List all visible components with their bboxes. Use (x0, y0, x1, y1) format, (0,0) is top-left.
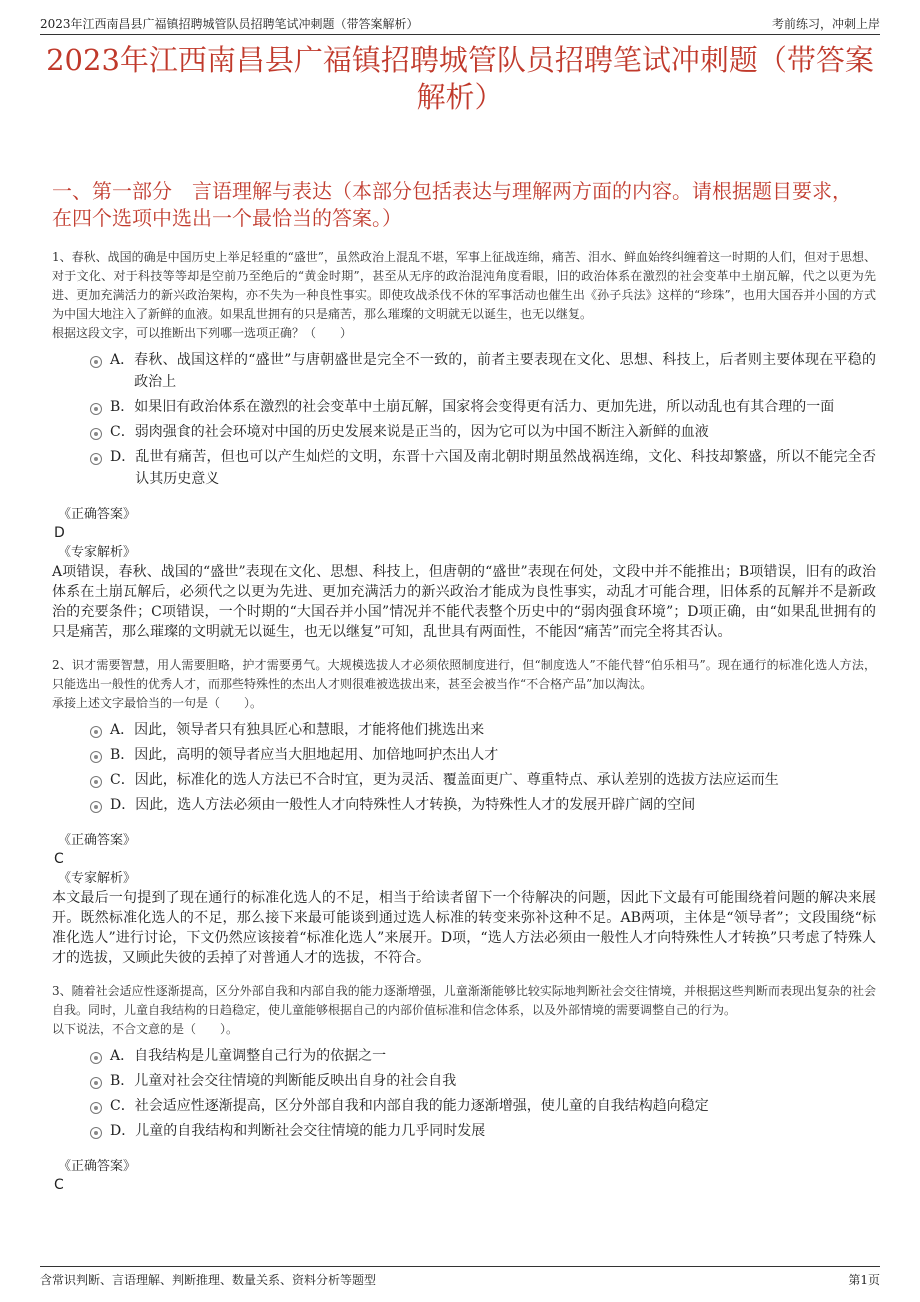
option-letter: D． (110, 797, 136, 813)
option-text: 弱肉强食的社会环境对中国的历史发展来说是正当的，因为它可以为中国不断注入新鲜的血液 (134, 424, 709, 440)
header-slogan: 考前练习，冲刺上岸 (771, 17, 880, 31)
option-c[interactable] (90, 421, 876, 443)
option-text: 儿童对社会交往情境的判断能反映出自身的社会自我 (134, 1073, 457, 1089)
question-stem: 3、随着社会适应性逐渐提高，区分外部自我和内部自我的能力逐渐增强，儿童渐渐能够比较实际地判断社会交往情境，并根据这些判断而表现出复杂的社会自我。同时，儿童自我结构的日趋稳定，使儿童能够根据自己的内部价值标准和信念体系，以及外部情境的需要调整自己的行为。 (52, 984, 876, 1017)
question-1 (52, 248, 876, 642)
option-c[interactable] (90, 1095, 876, 1117)
answer-block (52, 1158, 876, 1194)
option-list (90, 1045, 876, 1142)
question-3 (52, 982, 876, 1194)
option-text: 自我结构是儿童调整自己行为的依据之一 (134, 1048, 387, 1064)
answer-value: C (54, 1177, 64, 1193)
option-letter: D． (110, 449, 136, 465)
answer-block (52, 506, 876, 642)
question-2 (52, 656, 876, 968)
option-text: 因此，选人方法必须由一般性人才向特殊性人才转换，为特殊性人才的发展开辟广阔的空间 (135, 797, 696, 813)
option-b[interactable] (90, 744, 876, 766)
option-text: 因此，领导者只有独具匠心和慧眼，才能将他们挑选出来 (134, 722, 485, 738)
answer-block (52, 832, 876, 968)
answer-value: C (54, 851, 64, 867)
option-letter: B． (110, 399, 135, 415)
radio-button-icon[interactable] (90, 1052, 102, 1064)
section-heading: 一、第一部分 言语理解与表达（本部分包括表达与理解两方面的内容。请根据题目要求，在四个选项中选出一个最恰当的答案。） (52, 179, 852, 230)
radio-button-icon[interactable] (90, 1127, 102, 1139)
question-stem: 2、识才需要智慧，用人需要胆略，护才需要勇气。大规模选拔人才必须依照制度进行，但“制度选人”不能代替“伯乐相马”。现在通行的标准化选人方法，只能选出一般性的优秀人才，而那些特殊性的杰出人才则很难被选拔出来，甚至会被当作“不合格产品”加以淘汰。 (52, 658, 876, 691)
option-text: 乱世有痛苦，但也可以产生灿烂的文明，东晋十六国及南北朝时期虽然战祸连绵，文化、科技却繁盛，所以不能完全否认其历史意义 (135, 449, 876, 487)
answer-label: 《正确答案》 (58, 507, 137, 522)
option-text: 因此，高明的领导者应当大胆地起用、加倍地呵护杰出人才 (134, 747, 499, 763)
analysis-text: A项错误，春秋、战国的“盛世”表现在文化、思想、科技上，但唐朝的“盛世”表现在何处，文段中并不能推出；B项错误，旧有的政治体系在土崩瓦解后，必须代之以更为先进、更加充满活力的新兴政治才能成为良性事实，动乱才可能合理，旧体系的瓦解并不是新政治的充要条件；C项错误，一个时期的“大国吞并小国”情况并不能代表整个历史中的“弱肉强食环境”；D项正确，由“如果乱世拥有的只是痛苦，那么璀璨的文明就无以诞生，也无以继复”可知，乱世具有两面性，不能因“痛苦”而完全将其否认。 (52, 564, 876, 640)
option-letter: D． (110, 1123, 136, 1139)
answer-label: 《正确答案》 (58, 1159, 137, 1174)
radio-button-icon[interactable] (90, 726, 102, 738)
option-letter: C． (110, 424, 135, 440)
radio-button-icon[interactable] (90, 1077, 102, 1089)
question-prompt: 以下说法，不合文意的是（ ）。 (52, 1022, 239, 1036)
option-letter: A． (110, 352, 135, 368)
option-d[interactable] (90, 1120, 876, 1142)
radio-button-icon[interactable] (90, 1102, 102, 1114)
option-d[interactable] (90, 446, 876, 490)
radio-button-icon[interactable] (90, 751, 102, 763)
option-a[interactable] (90, 1045, 876, 1067)
question-prompt: 承接上述文字最恰当的一句是（ ）。 (52, 696, 263, 710)
running-header (40, 10, 880, 35)
analysis-label: 《专家解析》 (58, 545, 137, 560)
page-suffix: 页 (867, 1273, 880, 1287)
option-text: 如果旧有政治体系在激烈的社会变革中土崩瓦解，国家将会变得更有活力、更加先进，所以动乱也有其合理的一面 (134, 399, 835, 415)
analysis-label: 《专家解析》 (58, 871, 137, 886)
option-b[interactable] (90, 1070, 876, 1092)
page-title: 2023年江西南昌县广福镇招聘城管队员招聘笔试冲刺题（带答案解析） (46, 43, 874, 114)
radio-button-icon[interactable] (90, 801, 102, 813)
option-letter: B． (110, 1073, 135, 1089)
running-footer (40, 1266, 880, 1293)
option-text: 因此，标准化的选人方法已不合时宜，更为灵活、覆盖面更广、尊重特点、承认差别的选拔方法应运而生 (134, 772, 779, 788)
option-text: 儿童的自我结构和判断社会交往情境的能力几乎同时发展 (135, 1123, 486, 1139)
option-a[interactable] (90, 349, 876, 393)
radio-button-icon[interactable] (90, 403, 102, 415)
answer-label: 《正确答案》 (58, 833, 137, 848)
option-text: 社会适应性逐渐提高，区分外部自我和内部自我的能力逐渐增强，使儿童的自我结构趋向稳定 (134, 1098, 709, 1114)
option-letter: B． (110, 747, 135, 763)
radio-button-icon[interactable] (90, 356, 102, 368)
footer-question-types: 含常识判断、言语理解、判断推理、数量关系、资料分析等题型 (40, 1273, 377, 1287)
option-c[interactable] (90, 769, 876, 791)
page-indicator (848, 1271, 880, 1288)
option-text: 春秋、战国这样的“盛世”与唐朝盛世是完全不一致的，前者主要表现在文化、思想、科技上，后者则主要体现在平稳的政治上 (134, 352, 876, 390)
radio-button-icon[interactable] (90, 776, 102, 788)
option-a[interactable] (90, 719, 876, 741)
option-list (90, 349, 876, 490)
header-doc-title: 2023年江西南昌县广福镇招聘城管队员招聘笔试冲刺题（带答案解析） (40, 17, 419, 31)
option-letter: C． (110, 1098, 135, 1114)
radio-button-icon[interactable] (90, 428, 102, 440)
radio-button-icon[interactable] (90, 453, 102, 465)
answer-value: D (54, 525, 65, 541)
page-number: 1 (860, 1273, 868, 1287)
option-letter: A． (110, 722, 135, 738)
option-d[interactable] (90, 794, 876, 816)
questions-container (52, 248, 876, 1194)
page-prefix: 第 (848, 1273, 861, 1287)
option-list (90, 719, 876, 816)
question-stem: 1、春秋、战国的确是中国历史上举足轻重的“盛世”，虽然政治上混乱不堪，军事上征战连绵，痛苦、泪水、鲜血始终纠缠着这一时期的人们，但对于思想、对于文化、对于科技等等却是空前乃至绝后的“黄金时期”，甚至从无序的政治混沌角度看眼，旧的政治体系在激烈的社会变革中土崩瓦解，代之以更为先进、更加充满活力的新兴政治架构，亦不失为一种良性事实。即使攻战杀伐不休的军事活动也催生出《孙子兵法》这样的“珍珠”，也用大国吞并小国的方式为中国大地注入了新鲜的血液。如果乱世拥有的只是痛苦，那么璀璨的文明就无以诞生，也无以继复。 (52, 250, 876, 321)
question-prompt: 根据这段文字，可以推断出下列哪一选项正确？（ ） (52, 326, 353, 340)
option-letter: C． (110, 772, 135, 788)
option-letter: A． (110, 1048, 135, 1064)
option-b[interactable] (90, 396, 876, 418)
analysis-text: 本文最后一句提到了现在通行的标准化选人的不足，相当于给读者留下一个待解决的问题，因此下文最有可能围绕着问题的解决来展开。既然标准化选人的不足，那么接下来最可能谈到通过选人标准的转变来弥补这种不足。AB两项，主体是“领导者”；文段围绕“标准化选人”进行讨论，下文仍然应该接着“标准化选人”来展开。D项，“选人方法必须由一般性人才向特殊性人才转换”只考虑了特殊人才的选拔，又顾此失彼的丢掉了对普通人才的选拔，不符合。 (52, 890, 876, 966)
